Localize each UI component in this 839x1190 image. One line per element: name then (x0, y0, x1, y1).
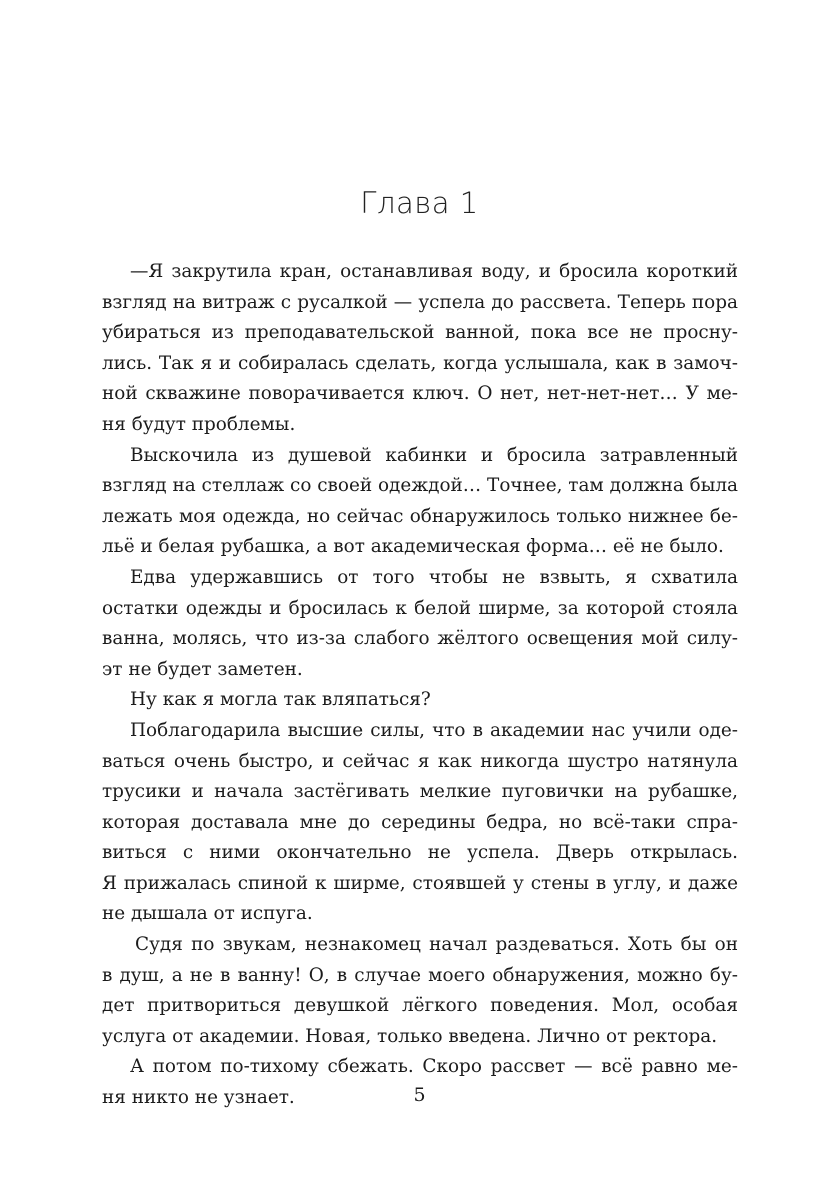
text-line: взгляд на стеллаж со своей одеждой… Точнее, там должна была (102, 475, 738, 497)
text-line: —Я закрутила кран, останавливая воду, и бросила короткий (130, 261, 738, 282)
text-line: эт не будет заметен. (102, 658, 303, 680)
text-line: Выскочила из душевой кабинки и бросила затравленный (130, 444, 738, 466)
chapter-title: Глава 1 (360, 186, 479, 220)
text-line: Поблагодарила высшие силы, что в академии нас учили оде- (130, 719, 738, 741)
text-line: А потом по-тихому сбежать. Скоро рассвет — всё равно ме- (130, 1056, 738, 1078)
text-line: Едва удержавшись от того чтобы не взвыть, я схватила (130, 566, 738, 588)
text-line: ванна, молясь, что из-за слабого жёлтого освещения мой силу- (102, 628, 738, 650)
page-number: 5 (413, 1084, 426, 1106)
text-line: остатки одежды и бросилась к белой ширме, за которой стояла (102, 597, 738, 619)
text-line: Ну как я могла так вляпаться? (130, 689, 431, 711)
text-line: виться с ними окончательно не успела. Дверь открылась. (102, 842, 738, 864)
text-line: не дышала от испуга. (102, 903, 313, 925)
text-line: взгляд на витраж с русалкой — успела до рассвета. Теперь пора (102, 291, 738, 313)
text-line: ваться очень быстро, и сейчас я как никогда шустро натянула (102, 750, 738, 772)
text-line: которая доставала мне до середины бедра, но всё-таки спра- (102, 811, 738, 833)
text-line: услуга от академии. Новая, только введена. Лично от ректора. (102, 1025, 718, 1047)
text-line: Судя по звукам, незнакомец начал раздеваться. Хоть бы он (135, 934, 738, 956)
text-line: лись. Так я и собиралась сделать, когда услышала, как в замоч- (102, 352, 738, 374)
text-line: дет притвориться девушкой лёгкого поведения. Мол, особая (102, 995, 738, 1017)
text-line: трусики и начала застёгивать мелкие пуговички на рубашке, (102, 781, 738, 803)
text-line: Я прижалась спиной к ширме, стоявшей у стены в углу, и даже (102, 872, 738, 894)
chapter-text (102, 257, 738, 1114)
text-line: лежать моя одежда, но сейчас обнаружилось только нижнее бе- (102, 505, 738, 527)
text-line: в душ, а не в ванну! О, в случае моего обнаружения, можно бу- (102, 964, 738, 986)
text-line: ной скважине поворачивается ключ. О нет, нет-нет-нет… У ме- (102, 383, 738, 405)
text-line: ня никто не узнает. (102, 1087, 295, 1109)
text-line: убираться из преподавательской ванной, пока все не просну- (102, 322, 738, 344)
text-line: льё и белая рубашка, а вот академическая форма… её не было. (102, 536, 724, 558)
text-line: ня будут проблемы. (102, 413, 296, 435)
